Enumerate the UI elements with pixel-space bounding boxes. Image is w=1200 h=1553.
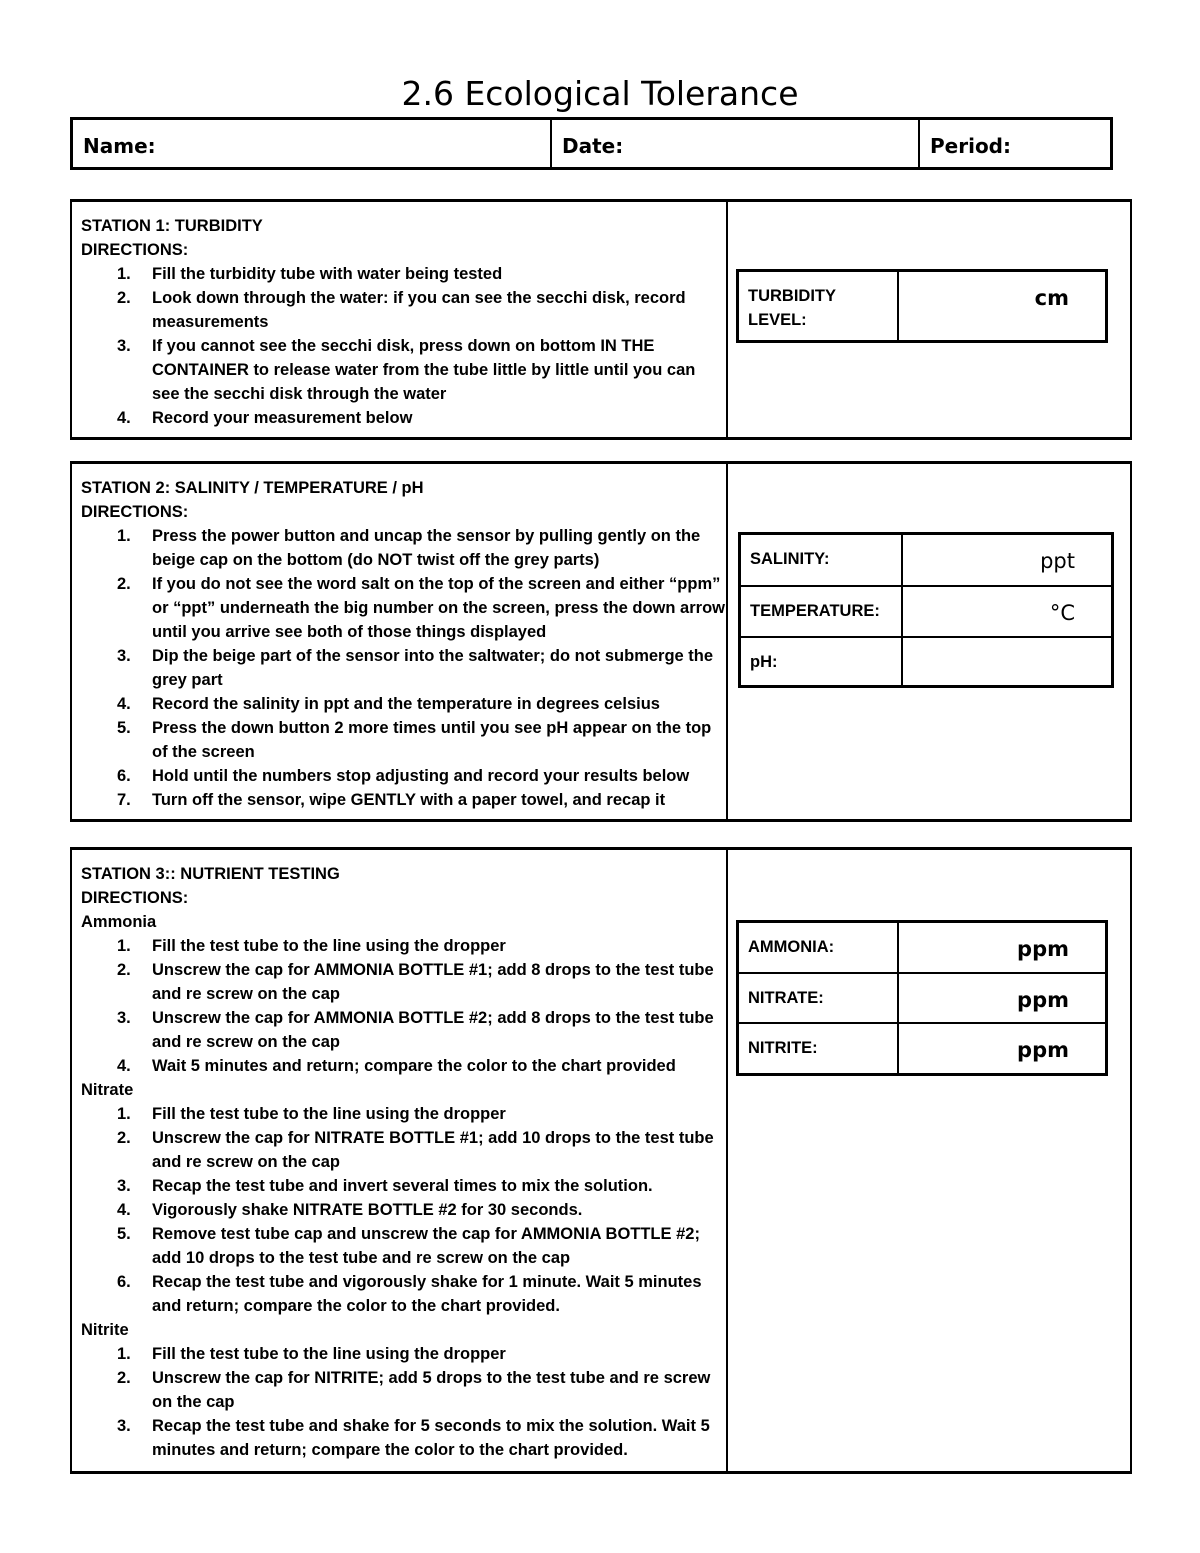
list-item: 6. Hold until the numbers stop adjusting and record your results below — [117, 767, 690, 785]
station-3-directions — [72, 850, 728, 1471]
nitrate-input[interactable] — [898, 973, 1107, 1024]
turbidity-label: TURBIDITY LEVEL: — [738, 271, 898, 342]
list-item: 7. Turn off the sensor, wipe GENTLY with a paper towel, and recap it — [117, 791, 666, 809]
salinity-input[interactable] — [902, 534, 1113, 586]
salinity-label: SALINITY: — [740, 534, 902, 586]
list-item: 1. Press the power button and uncap the sensor by pulling gently on the beige cap on the bottom (do NOT twist off the grey parts) — [117, 527, 701, 569]
ammonia-steps — [81, 934, 726, 1078]
ph-label: pH: — [740, 637, 902, 687]
station-2-directions — [72, 464, 728, 819]
temperature-label: TEMPERATURE: — [740, 586, 902, 637]
list-item: 2. Unscrew the cap for AMMONIA BOTTLE #1; add 8 drops to the test tube and re screw on the cap — [117, 961, 714, 1003]
table-row — [738, 922, 1107, 973]
list-item: 5. Remove test tube cap and unscrew the cap for AMMONIA BOTTLE #2; add 10 drops to the test tube and re screw on the cap — [117, 1225, 700, 1267]
ammonia-label: AMMONIA: — [738, 922, 898, 973]
list-item: 3. Recap the test tube and shake for 5 seconds to mix the solution. Wait 5 minutes and return; compare the color to the chart provided. — [117, 1417, 710, 1459]
list-item: 3. If you cannot see the secchi disk, press down on bottom IN THE CONTAINER to release water from the tube little by little until you can see the secchi disk through the water — [117, 337, 696, 403]
name-label: Name: — [83, 134, 156, 158]
station-3-heading: STATION 3:: NUTRIENT TESTING — [81, 865, 340, 883]
station-1-directions — [72, 202, 728, 437]
station-2-results-table — [738, 532, 1114, 688]
nitrate-subheading: Nitrate — [81, 1081, 134, 1099]
salinity-unit: ppt — [1040, 549, 1075, 573]
list-item: 3. Dip the beige part of the sensor into the saltwater; do not submerge the grey part — [117, 647, 714, 689]
station-1-box — [70, 199, 1132, 440]
station-1-directions-label: DIRECTIONS: — [81, 241, 189, 259]
nitrate-unit: ppm — [1017, 987, 1069, 1012]
list-item: 4. Record the salinity in ppt and the temperature in degrees celsius — [117, 695, 660, 713]
ammonia-subheading: Ammonia — [81, 913, 157, 931]
station-2-directions-label: DIRECTIONS: — [81, 503, 189, 521]
station-1-results-panel — [728, 202, 1130, 437]
station-3-results-panel — [728, 850, 1130, 1471]
student-info-bar — [70, 117, 1113, 170]
station-3-directions-label: DIRECTIONS: — [81, 889, 189, 907]
date-label: Date: — [562, 134, 624, 158]
list-item: 4. Record your measurement below — [117, 409, 413, 427]
list-item: 5. Press the down button 2 more times until you see pH appear on the top of the screen — [117, 719, 712, 761]
nitrite-input[interactable] — [898, 1023, 1107, 1074]
table-row — [738, 1023, 1107, 1074]
list-item: 3. Unscrew the cap for AMMONIA BOTTLE #2; add 8 drops to the test tube and re screw on the cap — [117, 1009, 714, 1051]
list-item: 2. Unscrew the cap for NITRATE BOTTLE #1; add 10 drops to the test tube and re screw on the cap — [117, 1129, 714, 1171]
station-2-results-panel — [728, 464, 1130, 819]
temperature-input[interactable] — [902, 586, 1113, 637]
ammonia-unit: ppm — [1017, 937, 1069, 961]
list-item: 3. Recap the test tube and invert several times to mix the solution. — [117, 1177, 653, 1195]
list-item: 1. Fill the turbidity tube with water being tested — [117, 265, 503, 283]
list-item: 4. Vigorously shake NITRATE BOTTLE #2 for 30 seconds. — [117, 1201, 583, 1219]
station-1-results-table — [736, 269, 1108, 343]
table-row — [738, 271, 1107, 342]
ph-input[interactable] — [902, 637, 1113, 687]
table-row — [740, 534, 1113, 586]
nitrate-steps — [81, 1102, 726, 1318]
date-field[interactable] — [552, 120, 920, 167]
ammonia-input[interactable] — [898, 922, 1107, 973]
station-2-heading: STATION 2: SALINITY / TEMPERATURE / pH — [81, 479, 424, 497]
station-3-box — [70, 847, 1132, 1474]
name-field[interactable] — [73, 120, 552, 167]
period-label: Period: — [930, 134, 1011, 158]
period-field[interactable] — [920, 120, 1110, 167]
page-title: 2.6 Ecological Tolerance — [401, 74, 799, 113]
station-3-results-table — [736, 920, 1108, 1076]
table-row — [740, 586, 1113, 637]
turbidity-input[interactable] — [898, 271, 1107, 342]
station-2-box — [70, 461, 1132, 822]
list-item: 6. Recap the test tube and vigorously shake for 1 minute. Wait 5 minutes and return; compare the color to the chart provided. — [117, 1273, 702, 1315]
station-1-heading: STATION 1: TURBIDITY — [81, 217, 263, 235]
table-row — [738, 973, 1107, 1024]
list-item: 2. If you do not see the word salt on the top of the screen and either “ppm” or “ppt” underneath the big number on the screen, press the down arrow until you arrive see both of those things displayed — [117, 575, 725, 641]
nitrate-label: NITRATE: — [738, 973, 898, 1024]
list-item: 2. Look down through the water: if you can see the secchi disk, record measurements — [117, 289, 686, 331]
nitrite-subheading: Nitrite — [81, 1321, 129, 1339]
list-item: 2. Unscrew the cap for NITRITE; add 5 drops to the test tube and re screw on the cap — [117, 1369, 711, 1411]
list-item: 1. Fill the test tube to the line using the dropper — [117, 937, 506, 955]
temperature-unit: °C — [1049, 600, 1075, 625]
nitrite-label: NITRITE: — [738, 1023, 898, 1074]
station-2-steps — [81, 524, 726, 812]
nitrite-unit: ppm — [1017, 1038, 1069, 1063]
list-item: 4. Wait 5 minutes and return; compare the color to the chart provided — [117, 1057, 676, 1075]
table-row — [740, 637, 1113, 687]
list-item: 1. Fill the test tube to the line using the dropper — [117, 1345, 506, 1363]
turbidity-unit: cm — [1034, 286, 1069, 310]
list-item: 1. Fill the test tube to the line using the dropper — [117, 1105, 506, 1123]
nitrite-steps — [81, 1342, 726, 1462]
station-1-steps — [81, 262, 726, 430]
